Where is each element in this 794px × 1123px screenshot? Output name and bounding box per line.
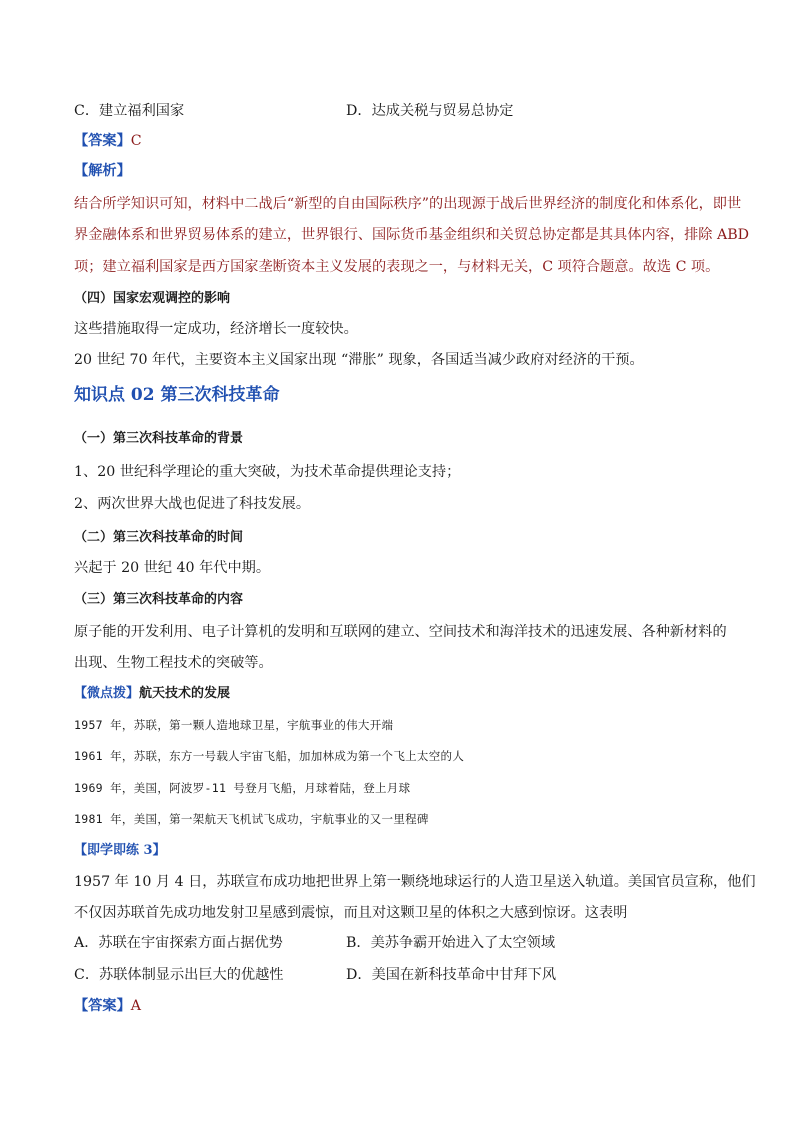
practice3-tag: 【即学即练 3】 (74, 843, 166, 858)
kp02-content-line-2: 出现、生物工程技术的突破等。 (74, 655, 273, 671)
tip-line-2: 1961 年，苏联，东方一号载人宇宙飞船，加加林成为第一个飞上太空的人 (74, 749, 465, 763)
practice3-option-d: D．美国在新科技革命中甘拜下风 (346, 967, 557, 983)
practice3-option-c: C．苏联体制显示出巨大的优越性 (74, 967, 284, 983)
practice3-answer-value: A (130, 998, 142, 1014)
practice3-answer (74, 996, 141, 1016)
tip-title: 航天技术的发展 (139, 686, 231, 701)
option-c-prev: C．建立福利国家 (74, 103, 185, 119)
kp02-heading: 知识点 02 第三次科技革命 (74, 385, 280, 405)
answer-tag: 【答案】 (74, 133, 131, 149)
kp02-bg-title: （一）第三次科技革命的背景 (74, 431, 244, 446)
tip-heading (74, 684, 230, 704)
section4-line-2: 20 世纪 70 年代，主要资本主义国家出现 “滞胀” 现象，各国适当减少政府对经济的干预。 (74, 352, 644, 368)
kp02-bg-line-1: 1、20 世纪科学理论的重大突破，为技术革命提供理论支持； (74, 464, 461, 480)
answer-prev (74, 131, 142, 151)
kp02-content-title: （三）第三次科技革命的内容 (74, 592, 244, 607)
section4-line-1: 这些措施取得一定成功，经济增长一度较快。 (74, 321, 358, 337)
kp02-bg-line-2: 2、两次世界大战也促进了科技发展。 (74, 496, 311, 512)
kp02-time-line: 兴起于 20 世纪 40 年代中期。 (74, 560, 271, 576)
practice3-option-a: A．苏联在宇宙探索方面占据优势 (74, 935, 283, 951)
practice3-option-b: B．美苏争霸开始进入了太空领域 (346, 935, 556, 951)
tip-tag: 【微点拨】 (74, 686, 140, 701)
practice3-answer-tag: 【答案】 (74, 998, 131, 1014)
tip-line-1: 1957 年，苏联，第一颗人造地球卫星，宇航事业的伟大开端 (74, 718, 394, 732)
analysis-line-2: 界金融体系和世界贸易体系的建立，世界银行、国际货币基金组织和关贸总协定都是其具体内容，排除 ABD (74, 227, 749, 243)
answer-value: C (130, 133, 142, 149)
kp02-content-line-1: 原子能的开发利用、电子计算机的发明和互联网的建立、空间技术和海洋技术的迅速发展、各种新材料的 (74, 624, 727, 640)
practice3-stem-2: 不仅因苏联首先成功地发射卫星感到震惊，而且对这颗卫星的体积之大感到惊讶。这表明 (74, 905, 628, 921)
tip-line-3: 1969 年，美国，阿波罗-11 号登月飞船，月球着陆，登上月球 (74, 781, 411, 795)
section4-title: （四）国家宏观调控的影响 (74, 291, 231, 306)
tip-line-4: 1981 年，美国，第一架航天飞机试飞成功，宇航事业的又一里程碑 (74, 812, 429, 826)
analysis-line-3: 项；建立福利国家是西方国家垄断资本主义发展的表现之一，与材料无关，C 项符合题意。故选 C 项。 (74, 259, 720, 275)
practice3-stem-1: 1957 年 10 月 4 日，苏联宣布成功地把世界上第一颗绕地球运行的人造卫星送入轨道。美国官员宣称，他们 (74, 874, 756, 890)
analysis-tag: 【解析】 (74, 163, 131, 179)
analysis-line-1: 结合所学知识可知，材料中二战后“新型的自由国际秩序”的出现源于战后世界经济的制度化和体系化，即世 (74, 196, 742, 212)
option-d-prev: D．达成关税与贸易总协定 (346, 103, 514, 119)
kp02-time-title: （二）第三次科技革命的时间 (74, 530, 244, 545)
